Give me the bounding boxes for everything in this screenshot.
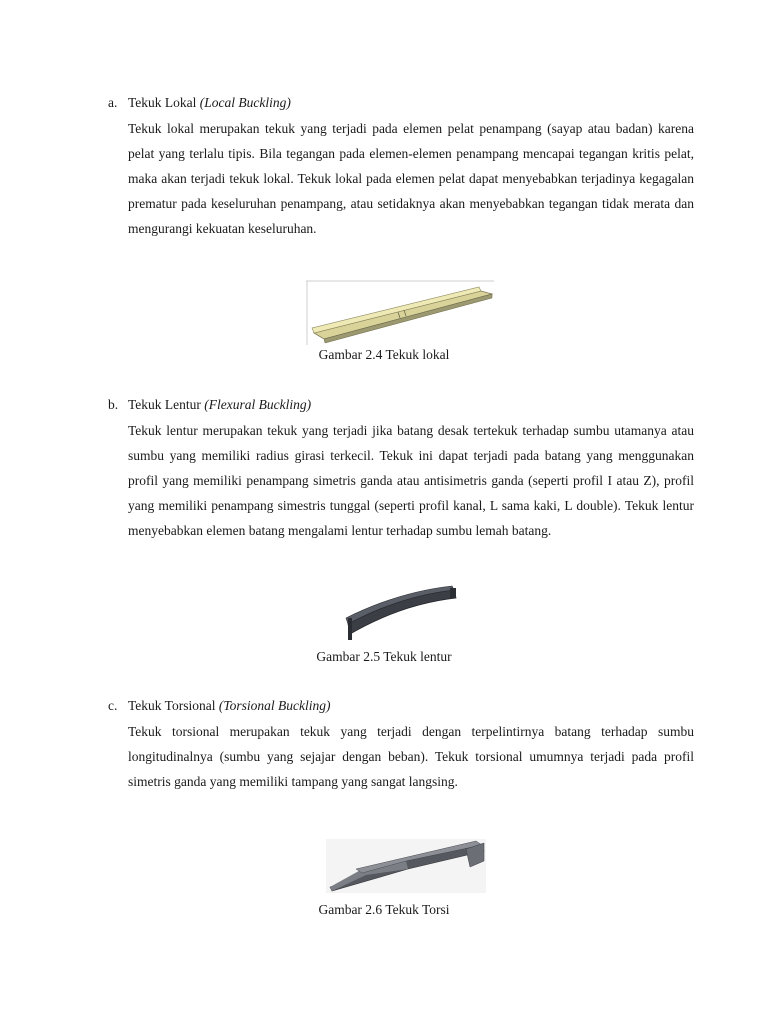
- figure-caption: Gambar 2.5 Tekuk lentur: [316, 649, 452, 664]
- section-title: Tekuk Lokal: [128, 95, 197, 110]
- section-title-english: (Torsional Buckling): [218, 698, 331, 713]
- section-body-torsional-buckling: Tekuk torsional merupakan tekuk yang terjadi dengan terpelintirnya batang terhadap sumbu longitudinalnya (sumbu yang sejajar dengan beban). Tekuk torsional umumnya terjadi pada profil simetris ganda yang memiliki tampang yang sangat langsing.: [128, 724, 694, 789]
- flexural-buckling-beam-image: [340, 584, 460, 644]
- section-title-english: (Flexural Buckling): [204, 397, 312, 412]
- figure-caption: Gambar 2.4 Tekuk lokal: [318, 347, 450, 362]
- section-body-local-buckling: Tekuk lokal merupakan tekuk yang terjadi pada elemen pelat penampang (sayap atau badan) karena pelat yang terlalu tipis. Bila tegangan pada elemen-elemen penampang mencapai tegangan kritis pelat, maka akan terjadi tekuk lokal. Tekuk lokal pada elemen pelat dapat menyebabkan terjadinya kegagalan prematur pada keseluruhan penampang, atau setidaknya akan menyebabkan tegangan tidak merata dan mengurangi kekuatan keseluruhan.: [128, 121, 694, 236]
- local-buckling-figure: [306, 279, 494, 347]
- list-marker: c.: [108, 698, 118, 713]
- section-title: Tekuk Lentur: [128, 397, 201, 412]
- list-marker: a.: [108, 95, 118, 110]
- section-title-english: (Local Buckling): [199, 95, 291, 110]
- section-title: Tekuk Torsional: [128, 698, 216, 713]
- section-heading-local-buckling: [108, 94, 291, 112]
- flexural-buckling-figure: [340, 584, 460, 644]
- torsional-buckling-beam-image: [326, 839, 486, 893]
- torsional-buckling-figure: [326, 839, 486, 893]
- section-heading-flexural-buckling: [108, 396, 311, 414]
- section-heading-torsional-buckling: [108, 697, 331, 715]
- figure-caption: Gambar 2.6 Tekuk Torsi: [318, 902, 450, 917]
- local-buckling-beam-image: [306, 279, 494, 347]
- list-marker: b.: [108, 397, 119, 412]
- section-body-flexural-buckling: Tekuk lentur merupakan tekuk yang terjadi jika batang desak tertekuk terhadap sumbu utamanya atau sumbu yang memiliki radius girasi terkecil. Tekuk ini dapat terjadi pada batang yang menggunakan profil yang memiliki penampang simetris ganda atau antisimetris ganda (seperti profil I atau Z), profil yang memiliki penampang simestris tunggal (seperti profil kanal, L sama kaki, L double). Tekuk lentur menyebabkan elemen batang mengalami lentur terhadap sumbu lemah batang.: [128, 423, 694, 538]
